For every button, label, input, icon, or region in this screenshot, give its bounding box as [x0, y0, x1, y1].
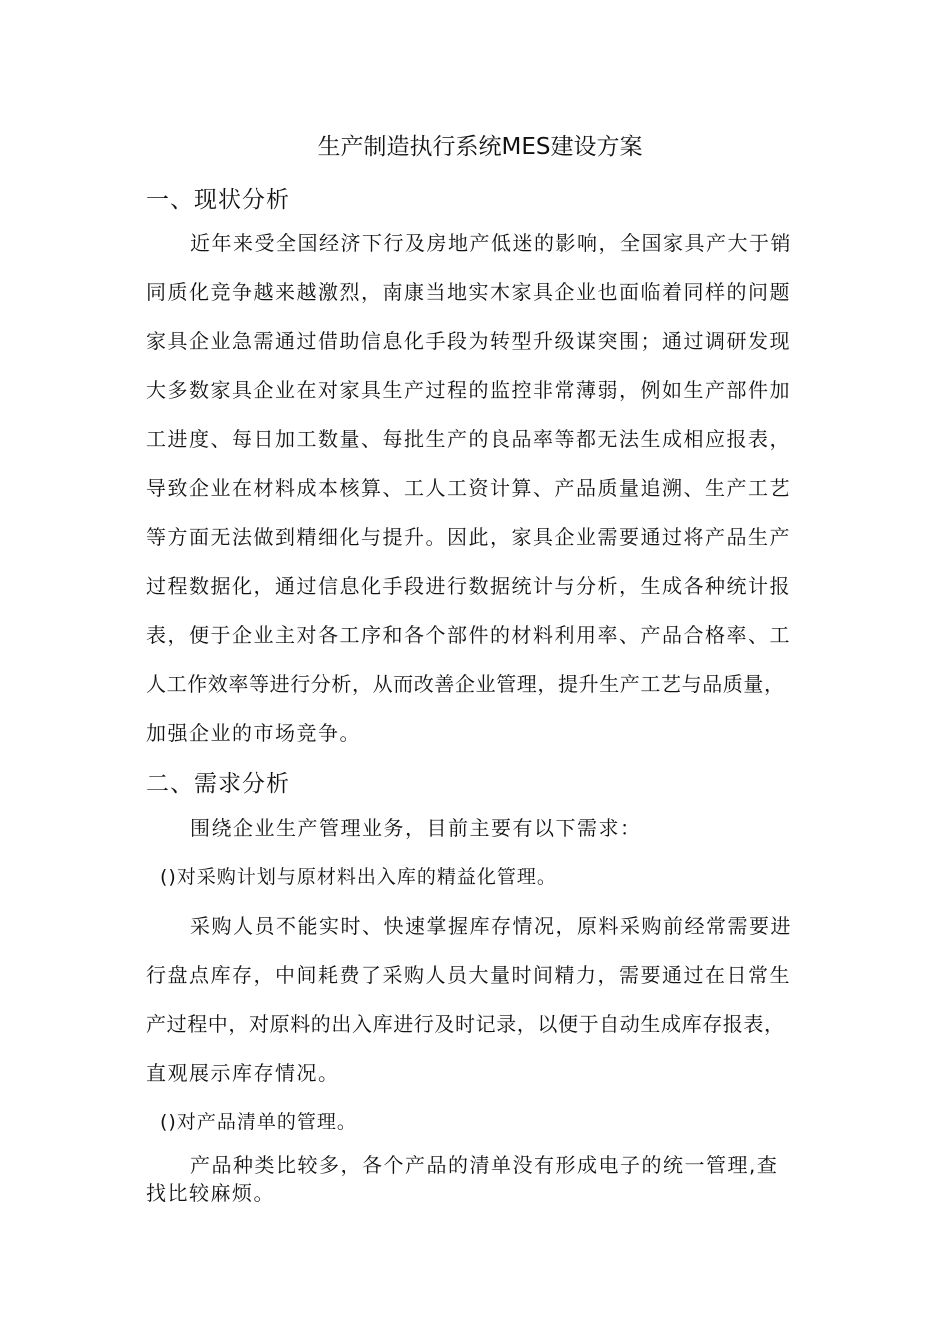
- paragraph-line: 工进度、每日加工数量、每批生产的良品率等都无法生成相应报表，: [146, 427, 791, 451]
- paragraph-line: 过程数据化，通过信息化手段进行数据统计与分析，生成各种统计报: [146, 574, 791, 598]
- paragraph-line: 产过程中，对原料的出入库进行及时记录，以便于自动生成库存报表，: [146, 1012, 785, 1036]
- list-item-label: ()对采购计划与原材料出入库的精益化管理。: [160, 866, 557, 888]
- paragraph-line: 围绕企业生产管理业务，目前主要有以下需求：: [190, 816, 642, 840]
- section-heading-status: 一、现状分析: [146, 187, 290, 213]
- paragraph-line: 找比较麻烦。: [146, 1181, 275, 1205]
- document-title: 生产制造执行系统MES建设方案: [317, 134, 643, 160]
- paragraph-line: 家具企业急需通过借助信息化手段为转型升级谋突围；通过调研发现: [146, 329, 791, 353]
- paragraph-line: 人工作效率等进行分析，从而改善企业管理，提升生产工艺与品质量，: [146, 672, 785, 696]
- paragraph-line: 行盘点库存，中间耗费了采购人员大量时间精力，需要通过在日常生: [146, 963, 791, 987]
- section-heading-requirements: 二、需求分析: [146, 771, 290, 797]
- list-item-label: ()对产品清单的管理。: [160, 1111, 357, 1133]
- paragraph-line: 同质化竞争越来越激烈，南康当地实木家具企业也面临着同样的问题: [146, 280, 791, 304]
- paragraph-line: 表，便于企业主对各工序和各个部件的材料利用率、产品合格率、工: [146, 623, 791, 647]
- paragraph-line: 直观展示库存情况。: [146, 1061, 340, 1085]
- paragraph-line: 采购人员不能实时、快速掌握库存情况，原料采购前经常需要进: [190, 914, 792, 938]
- paragraph-line: 等方面无法做到精细化与提升。因此，家具企业需要通过将产品生产: [146, 525, 791, 549]
- paragraph-line: 产品种类比较多，各个产品的清单没有形成电子的统一管理,查: [190, 1153, 779, 1177]
- paragraph-line: 加强企业的市场竞争。: [146, 721, 361, 745]
- paragraph-line: 大多数家具企业在对家具生产过程的监控非常薄弱，例如生产部件加: [146, 378, 791, 402]
- paragraph-line: 近年来受全国经济下行及房地产低迷的影响，全国家具产大于销: [190, 231, 792, 255]
- paragraph-line: 导致企业在材料成本核算、工人工资计算、产品质量追溯、生产工艺: [146, 476, 791, 500]
